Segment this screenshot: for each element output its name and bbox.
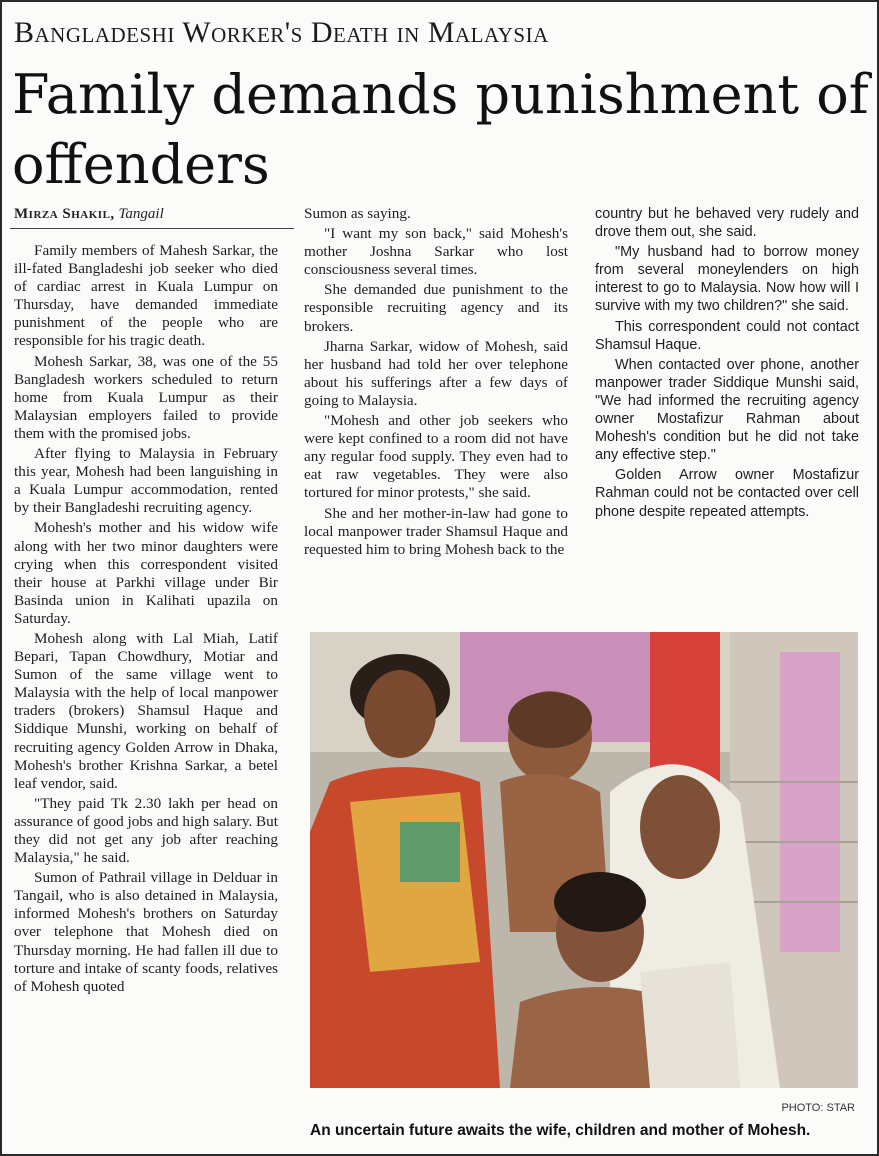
photo-credit: PHOTO: STAR bbox=[781, 1102, 855, 1114]
paragraph-continued: Sumon as saying. bbox=[304, 205, 411, 222]
paragraph: Family members of Mahesh Sarkar, the ill-fated Bangladeshi job seeker who died of cardiac arrest in Kuala Lumpur on Thursday, have demanded immediate punishment of the people who are responsible for his tragic death. bbox=[14, 242, 278, 350]
paragraph: "They paid Tk 2.30 lakh per head on assurance of good jobs and high salary. But they did not get any job after reaching Malaysia," he said. bbox=[14, 794, 278, 867]
photo-caption: An uncertain future awaits the wife, children and mother of Mohesh. bbox=[310, 1122, 811, 1139]
paragraph: "I want my son back," said Mohesh's mother Joshna Sarkar who lost consciousness several times. bbox=[304, 225, 568, 279]
paragraph: Jharna Sarkar, widow of Mohesh, said her husband had told her over telephone about his sufferings after a few days of going to Malaysia. bbox=[304, 337, 568, 409]
byline-place: Tangail bbox=[118, 206, 164, 222]
family-photo bbox=[310, 632, 858, 1088]
article-kicker: Bangladeshi Worker's Death in Malaysia bbox=[14, 16, 549, 49]
paragraph: Mohesh's mother and his widow wife along with her two minor daughters were crying when this correspondent visited their house at Parkhi village under Bir Basinda union in Kalihati upazila on Saturday. bbox=[14, 519, 278, 627]
paragraph: Golden Arrow owner Mostafizur Rahman could not be contacted over cell phone despite repeated attempts. bbox=[595, 467, 859, 520]
paragraph: She demanded due punishment to the responsible recruiting agency and its brokers. bbox=[304, 281, 568, 335]
paragraph-continued: country but he behaved very rudely and drove them out, she said. bbox=[595, 206, 859, 241]
paragraph: After flying to Malaysia in February this year, Mohesh had been languishing in a Kuala Lumpur accommodation, rented by their Bangladeshi recruiting agency. bbox=[14, 445, 278, 517]
paragraph: "Mohesh and other job seekers who were kept confined to a room did not have any regular food supply. They even had to eat raw vegetables. They were also tortured for minor protests," she said. bbox=[304, 412, 568, 502]
paragraph: Mohesh Sarkar, 38, was one of the 55 Bangladesh workers scheduled to return home from Kuala Lumpur as their Malaysian employers failed to provide them with the promised jobs. bbox=[14, 352, 278, 442]
paragraph: When contacted over phone, another manpower trader Siddique Munshi said, "We had informed the recruiting agency owner Mostafizur Rahman about Mohesh's condition but he did not take any effective step." bbox=[595, 356, 859, 464]
article-column-2 bbox=[304, 205, 568, 561]
byline-author: Mirza Shakil, bbox=[14, 206, 115, 222]
paragraph: She and her mother-in-law had gone to local manpower trader Shamsul Haque and requested him to bring Mohesh back to the bbox=[304, 504, 568, 558]
paragraph: "My husband had to borrow money from several moneylenders on high interest to go to Malaysia. Now how will I survive with my two children?" she said. bbox=[595, 244, 859, 315]
paragraph: This correspondent could not contact Shamsul Haque. bbox=[595, 318, 859, 353]
article-column-3 bbox=[595, 205, 859, 523]
paragraph: Sumon of Pathrail village in Delduar in Tangail, who is also detained in Malaysia, informed Mohesh's brothers on Saturday over telephone that Mohesh died on Thursday morning. He had fallen ill due to torture and intake of scanty foods, relatives of Mohesh quoted bbox=[14, 869, 278, 995]
article-headline: Family demands punishment of offenders bbox=[12, 63, 869, 196]
byline-rule bbox=[10, 228, 294, 229]
byline bbox=[14, 206, 164, 223]
article-column-1 bbox=[14, 242, 278, 998]
paragraph: Mohesh along with Lal Miah, Latif Bepari, Tapan Chowdhury, Motiar and Sumon of the same village went to Malaysia with the help of local manpower traders (brokers) Shamsul Haque and Siddique Munshi, working on behalf of recruiting agency Golden Arrow in Dhaka, Mohesh's brother Krishna Sarkar, a betel leaf vendor, said. bbox=[14, 629, 278, 792]
